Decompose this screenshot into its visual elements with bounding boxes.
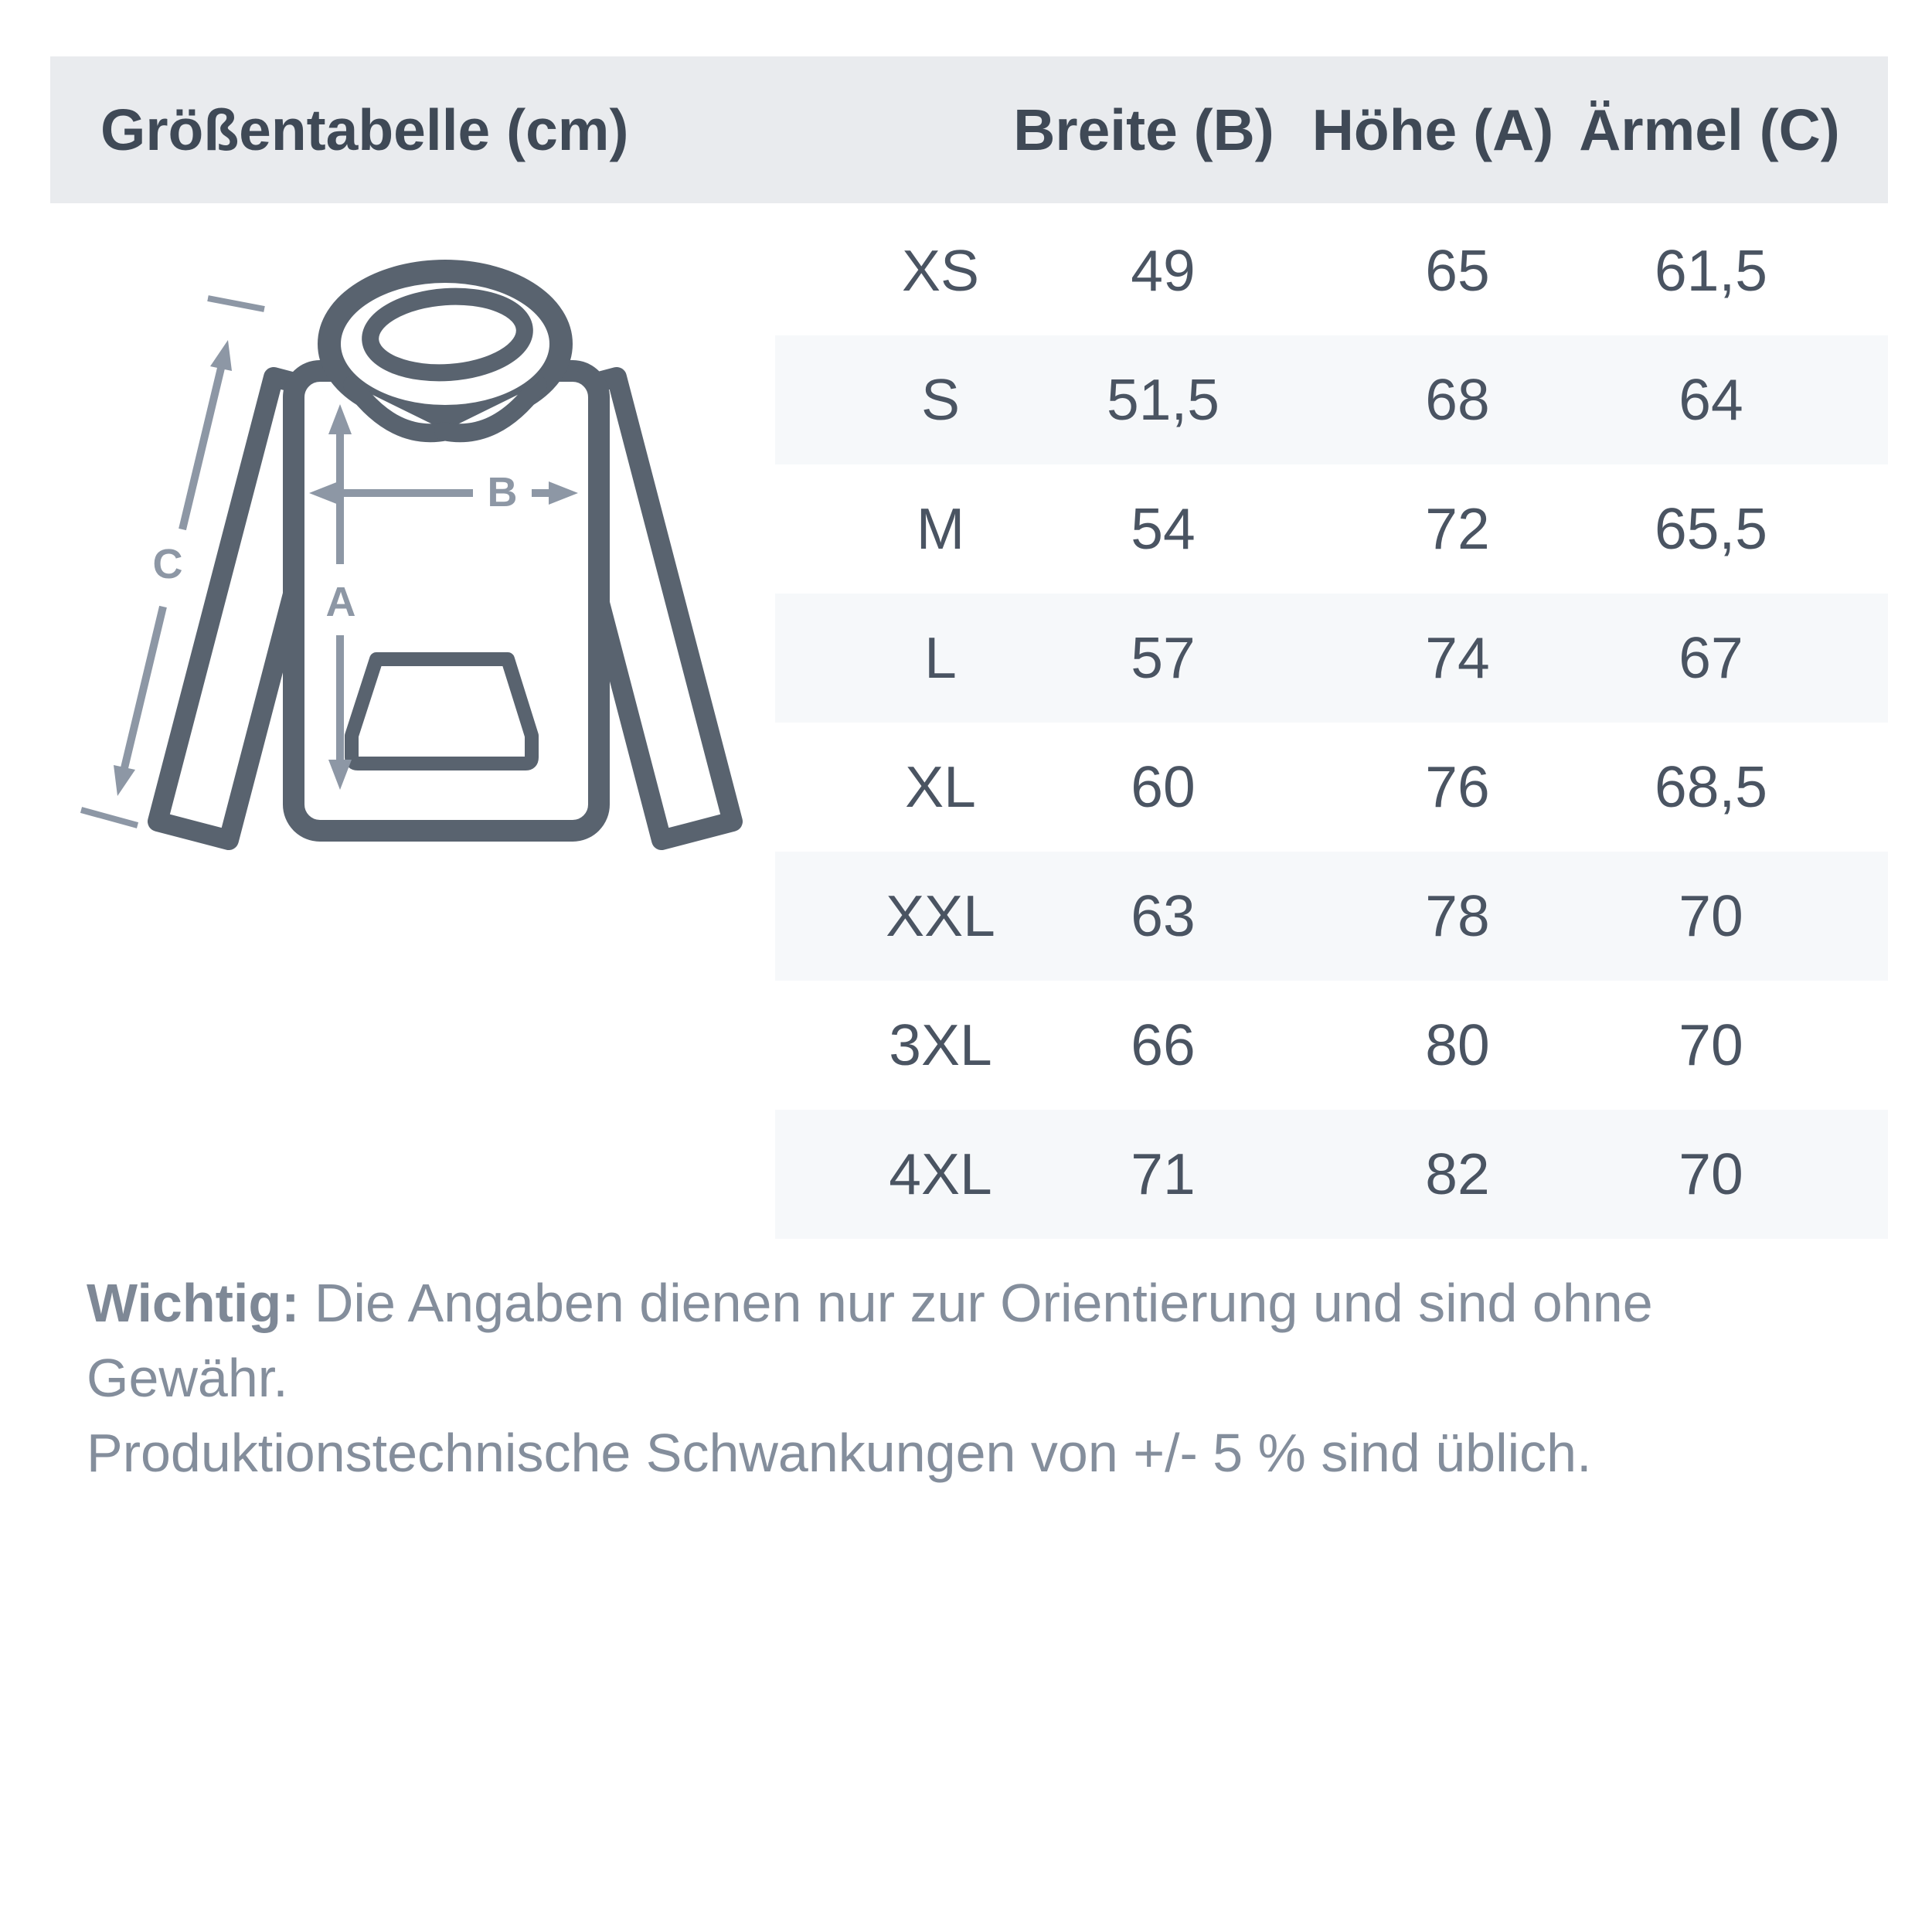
row-aermel-value: 70 [1679,1141,1743,1206]
disclaimer-line2: Produktionstechnische Schwankungen von +/- 5 % sind üblich. [87,1423,1592,1483]
row-breite-value: 63 [1131,883,1196,948]
table-row [775,981,1888,1110]
row-hoehe-value: 82 [1425,1141,1490,1206]
disclaimer-bold-label: Wichtig: [87,1273,300,1333]
row-aermel-value: 64 [1679,367,1743,432]
column-header-hoehe: Höhe (A) [1311,97,1554,162]
row-breite-value: 57 [1131,625,1196,690]
row-breite-value: 66 [1131,1012,1196,1077]
row-size-label: XS [901,238,980,303]
row-breite-value: 51,5 [1107,367,1219,432]
measure-label-b: B [487,469,518,515]
row-size-label: XL [905,754,976,819]
row-hoehe-value: 80 [1425,1012,1490,1077]
row-breite-value: 49 [1131,238,1196,303]
row-hoehe-value: 68 [1425,367,1490,432]
hoodie-pocket [352,659,532,764]
column-header-breite: Breite (B) [1013,97,1274,162]
row-hoehe-value: 72 [1425,496,1490,561]
table-row [775,206,1888,335]
table-header-band [50,56,1888,203]
row-hoehe-value: 76 [1425,754,1490,819]
row-aermel-value: 61,5 [1655,238,1767,303]
row-aermel-value: 70 [1679,1012,1743,1077]
hood-inner-ring [368,291,527,378]
table-row [775,464,1888,594]
row-breite-value: 54 [1131,496,1196,561]
row-aermel-value: 67 [1679,625,1743,690]
row-hoehe-value: 65 [1425,238,1490,303]
row-size-label: M [916,496,965,561]
table-row [775,852,1888,981]
row-size-label: S [920,367,961,432]
row-breite-value: 71 [1131,1141,1196,1206]
size-table [775,206,1888,1239]
row-aermel-value: 65,5 [1655,496,1767,561]
row-hoehe-value: 78 [1425,883,1490,948]
row-hoehe-value: 74 [1425,625,1490,690]
row-aermel-value: 68,5 [1655,754,1767,819]
table-row [775,335,1888,464]
measure-label-c: C [152,541,183,587]
row-breite-value: 60 [1131,754,1196,819]
row-size-label: 4XL [889,1141,992,1206]
disclaimer-note [87,1266,1864,1491]
row-aermel-value: 70 [1679,883,1743,948]
table-row [775,594,1888,723]
disclaimer-line1: Die Angaben dienen nur zur Orientierung und sind ohne Gewähr. [87,1273,1653,1408]
table-row [775,723,1888,852]
row-size-label: XXL [886,883,995,948]
table-row [775,1110,1888,1239]
row-size-label: L [924,625,957,690]
hoodie-diagram [70,255,788,912]
row-size-label: 3XL [889,1012,992,1077]
measure-label-a: A [325,579,356,625]
column-header-aermel: Ärmel (C) [1579,97,1840,162]
page-title: Größentabelle (cm) [100,97,629,162]
